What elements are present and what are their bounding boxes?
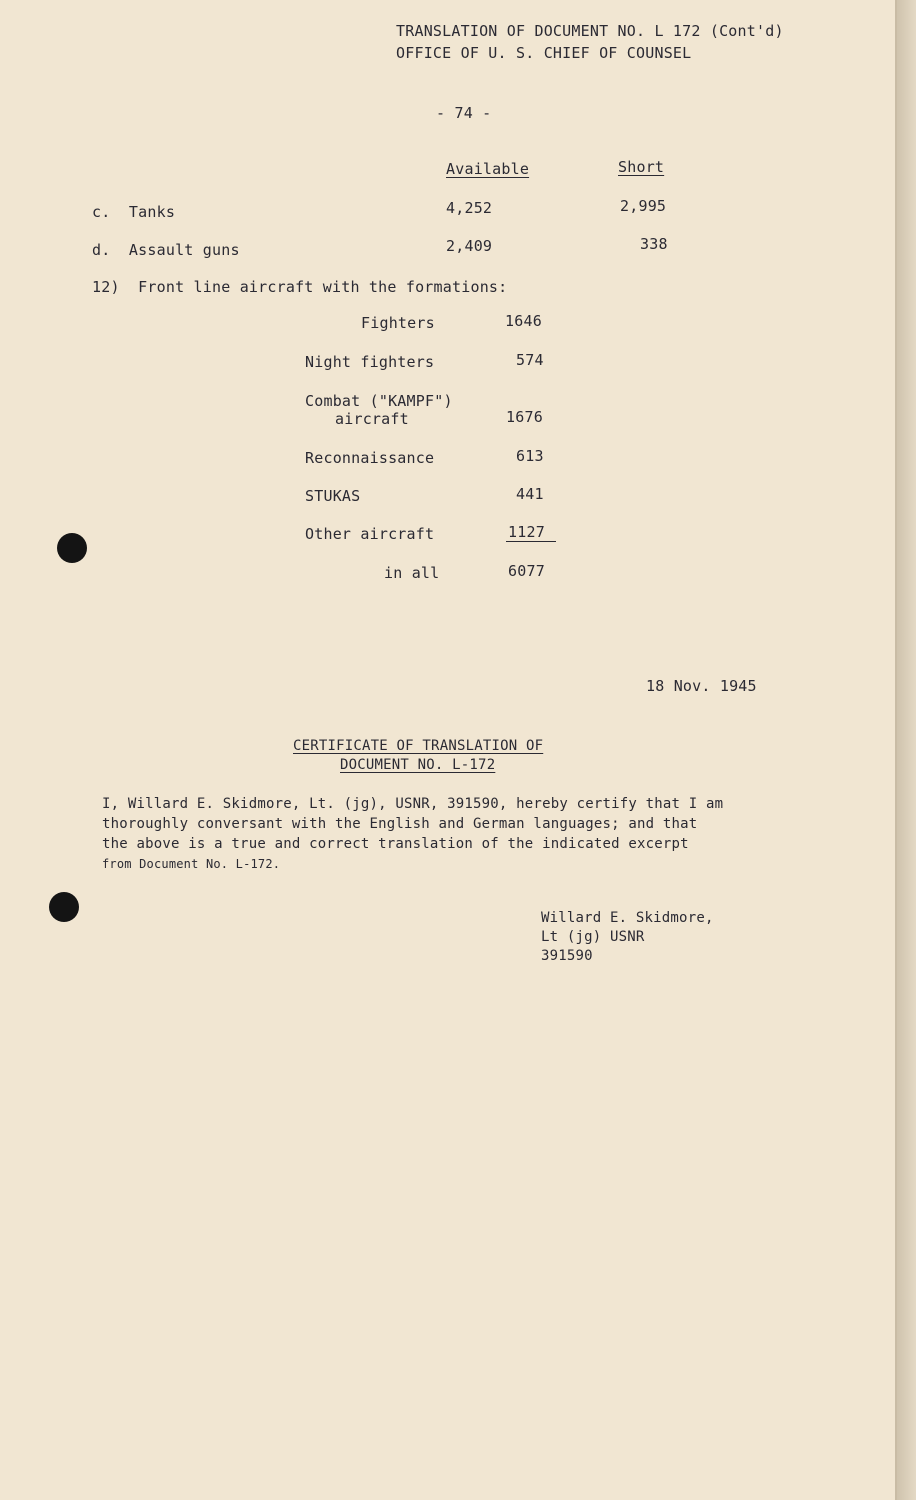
aircraft-label-fighters: Fighters <box>361 314 435 332</box>
row-value-tanks-short: 2,995 <box>620 197 667 215</box>
row-value-assault-guns-available: 2,409 <box>446 237 493 255</box>
certificate-body-line-3: the above is a true and correct translation of the indicated excerpt <box>102 836 689 852</box>
signature-rank: Lt (jg) USNR <box>541 929 645 945</box>
certificate-document-number: DOCUMENT NO. L-172 <box>340 757 496 773</box>
aircraft-value-night-fighters: 574 <box>516 351 544 369</box>
aircraft-value-stukas: 441 <box>516 485 544 503</box>
page-edge <box>897 0 916 1500</box>
certificate-body-line-2: thoroughly conversant with the English and German languages; and that <box>102 816 698 832</box>
column-header-short: Short <box>618 158 665 176</box>
signature-name: Willard E. Skidmore, <box>541 910 714 926</box>
aircraft-label-reconnaissance: Reconnaissance <box>305 449 435 467</box>
header-office: OFFICE OF U. S. CHIEF OF COUNSEL <box>396 44 692 62</box>
row-label-tanks: c. Tanks <box>92 203 176 221</box>
aircraft-value-total: 6077 <box>508 562 545 580</box>
certificate-title: CERTIFICATE OF TRANSLATION OF <box>293 738 544 754</box>
aircraft-label-stukas: STUKAS <box>305 487 361 505</box>
header-title: TRANSLATION OF DOCUMENT NO. L 172 (Cont'd) <box>396 22 784 40</box>
sum-underline <box>506 541 556 542</box>
aircraft-label-combat: Combat ("KAMPF") <box>305 392 453 410</box>
row-label-assault-guns: d. Assault guns <box>92 241 240 259</box>
signature-service-number: 391590 <box>541 948 593 964</box>
aircraft-label-total: in all <box>384 564 440 582</box>
aircraft-value-fighters: 1646 <box>505 312 542 330</box>
aircraft-label-combat-line2: aircraft <box>335 410 409 428</box>
aircraft-value-other: 1127 <box>508 523 545 541</box>
punch-hole-upper <box>57 533 87 563</box>
certificate-body-line-4: from Document No. L-172. <box>102 857 281 871</box>
aircraft-value-combat: 1676 <box>506 408 543 426</box>
certificate-body-line-1: I, Willard E. Skidmore, Lt. (jg), USNR, 391590, hereby certify that I am <box>102 796 724 812</box>
punch-hole-lower <box>49 892 79 922</box>
aircraft-label-night-fighters: Night fighters <box>305 353 435 371</box>
document-date: 18 Nov. 1945 <box>646 677 757 695</box>
row-value-tanks-available: 4,252 <box>446 199 493 217</box>
section-12-heading: 12) Front line aircraft with the formations: <box>92 278 508 296</box>
aircraft-label-other: Other aircraft <box>305 525 435 543</box>
aircraft-value-reconnaissance: 613 <box>516 447 544 465</box>
page-number: - 74 - <box>436 104 492 122</box>
column-header-available: Available <box>446 160 530 178</box>
row-value-assault-guns-short: 338 <box>640 235 668 253</box>
